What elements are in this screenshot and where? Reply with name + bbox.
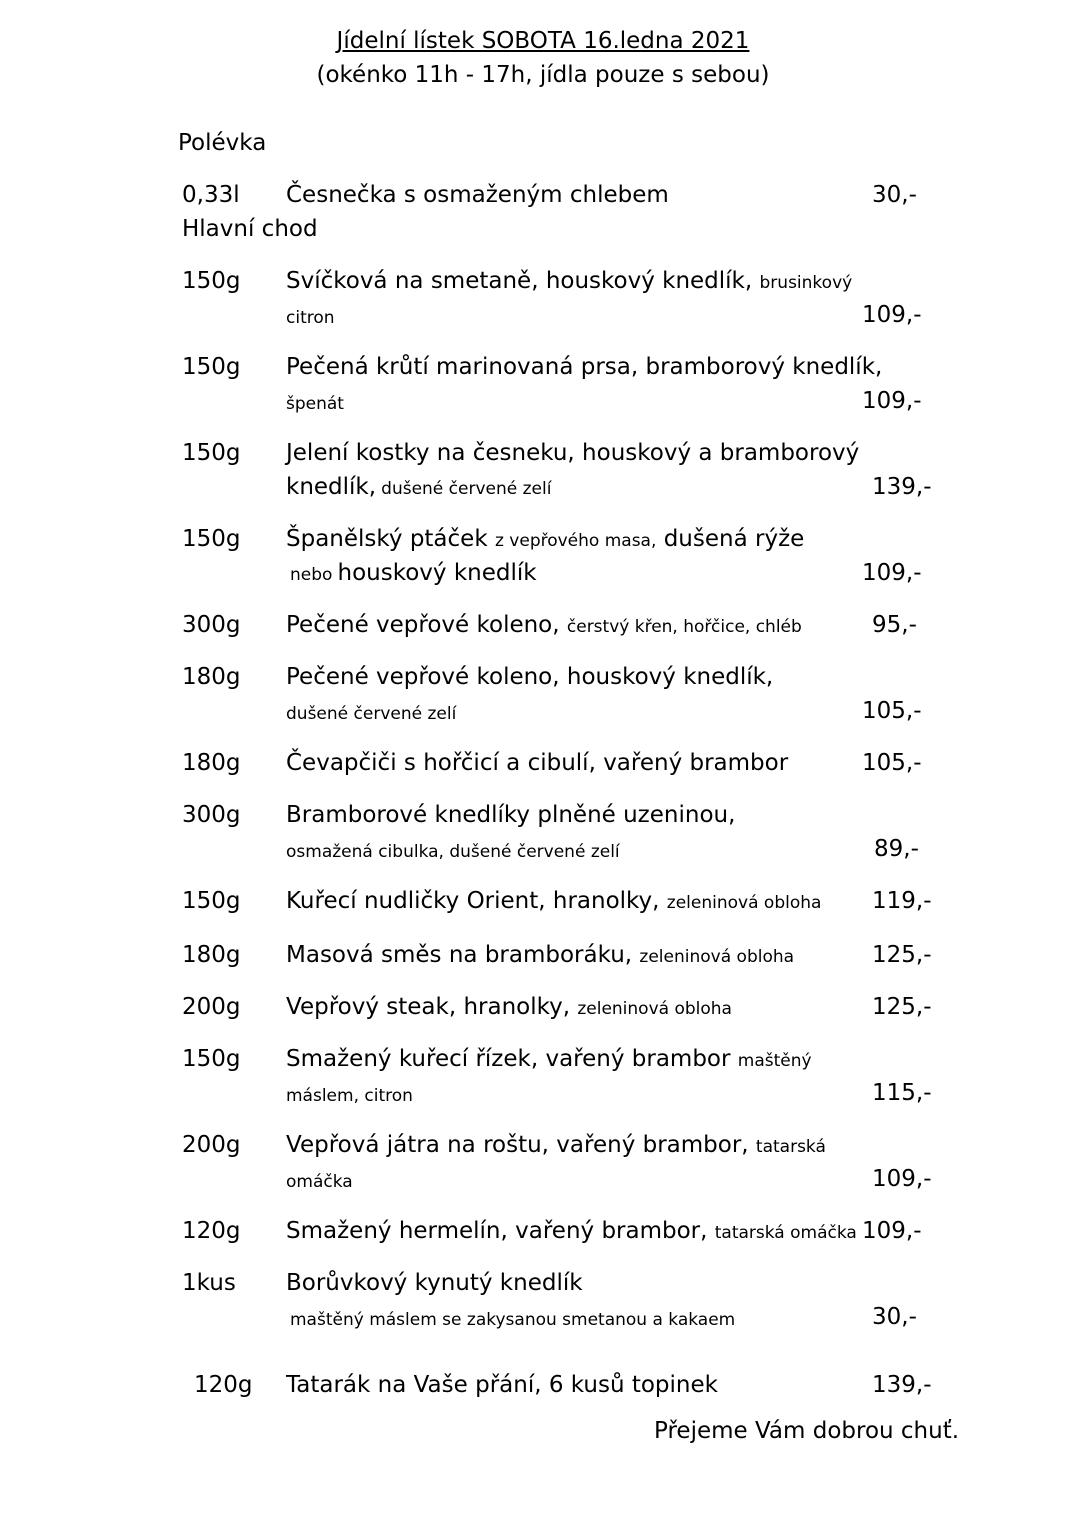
- item-name-cont: nebo houskový knedlík: [290, 560, 537, 586]
- item-weight: 200g: [182, 1132, 241, 1158]
- item-side: citron: [286, 308, 335, 328]
- item-side: dušené červené zelí: [286, 704, 457, 724]
- item-weight: 150g: [182, 440, 241, 466]
- item-name: Česnečka s osmaženým chlebem: [286, 182, 669, 208]
- item-price: 109,-: [872, 1166, 932, 1192]
- item-name: Bramborové knedlíky plněné uzeninou,: [286, 802, 736, 828]
- item-name: Svíčková na smetaně, houskový knedlík, brusinkový: [286, 268, 853, 294]
- section-main-heading: Hlavní chod: [182, 216, 318, 242]
- item-weight: 180g: [182, 942, 241, 968]
- item-weight: 300g: [182, 802, 241, 828]
- item-name: Smažený kuřecí řízek, vařený brambor maštěný: [286, 1046, 812, 1072]
- item-side: osmažená cibulka, dušené červené zelí: [286, 842, 620, 862]
- item-price: 105,-: [862, 698, 922, 724]
- item-name-cont: knedlík, dušené červené zelí: [286, 474, 552, 500]
- item-weight: 150g: [182, 526, 241, 552]
- item-price: 115,-: [872, 1080, 932, 1106]
- item-name: Kuřecí nudličky Orient, hranolky, zeleninová obloha: [286, 888, 822, 914]
- item-name: Vepřová játra na roštu, vařený brambor, tatarská: [286, 1132, 826, 1158]
- item-price: 125,-: [872, 942, 932, 968]
- item-name: Čevapčiči s hořčicí a cibulí, vařený brambor: [286, 750, 789, 776]
- item-name: Pečené vepřové koleno, houskový knedlík,: [286, 664, 774, 690]
- item-name: Borůvkový kynutý knedlík: [286, 1270, 583, 1296]
- item-price: 139,-: [872, 474, 932, 500]
- section-soup-heading: Polévka: [178, 130, 267, 156]
- item-price: 95,-: [872, 612, 917, 638]
- item-price: 125,-: [872, 994, 932, 1020]
- item-weight: 300g: [182, 612, 241, 638]
- item-name: Masová směs na bramboráku, zeleninová obloha: [286, 942, 795, 968]
- item-weight: 180g: [182, 750, 241, 776]
- item-side: máslem, citron: [286, 1086, 413, 1106]
- item-price: 109,-: [862, 302, 922, 328]
- item-price: 30,-: [872, 1304, 917, 1330]
- item-price: 139,-: [872, 1372, 932, 1398]
- item-weight: 120g: [182, 1218, 241, 1244]
- item-name: Španělský ptáček z vepřového masa, dušená rýže: [286, 526, 805, 552]
- item-price: 105,-: [862, 750, 922, 776]
- menu-subtitle: (okénko 11h - 17h, jídla pouze s sebou): [316, 62, 770, 88]
- item-weight: 150g: [182, 268, 241, 294]
- item-price: 30,-: [872, 182, 917, 208]
- item-weight: 200g: [182, 994, 241, 1020]
- item-side: maštěný máslem se zakysanou smetanou a kakaem: [290, 1310, 736, 1330]
- item-price: 89,-: [874, 836, 919, 862]
- item-side: omáčka: [286, 1172, 353, 1192]
- item-side: špenát: [286, 394, 344, 414]
- item-weight: 120g: [194, 1372, 253, 1398]
- item-weight: 1kus: [182, 1270, 236, 1296]
- menu-title: Jídelní lístek SOBOTA 16.ledna 2021: [336, 28, 750, 54]
- item-price: 109,-: [862, 560, 922, 586]
- item-name: Smažený hermelín, vařený brambor, tatarská omáčka: [286, 1218, 857, 1244]
- item-weight: 150g: [182, 1046, 241, 1072]
- item-price: 109,-: [862, 388, 922, 414]
- item-name: Tatarák na Vaše přání, 6 kusů topinek: [286, 1372, 718, 1398]
- item-name: Vepřový steak, hranolky, zeleninová obloha: [286, 994, 732, 1020]
- item-price: 109,-: [862, 1218, 922, 1244]
- item-name: Pečené vepřové koleno, čerstvý křen, hořčice, chléb: [286, 612, 802, 638]
- item-weight: 150g: [182, 888, 241, 914]
- item-price: 119,-: [872, 888, 932, 914]
- item-name: Jelení kostky na česneku, houskový a bramborový: [286, 440, 860, 466]
- item-weight: 150g: [182, 354, 241, 380]
- closing-wish: Přejeme Vám dobrou chuť.: [654, 1418, 960, 1444]
- item-name: Pečená krůtí marinovaná prsa, bramborový knedlík,: [286, 354, 883, 380]
- item-weight: 0,33l: [182, 182, 240, 208]
- item-weight: 180g: [182, 664, 241, 690]
